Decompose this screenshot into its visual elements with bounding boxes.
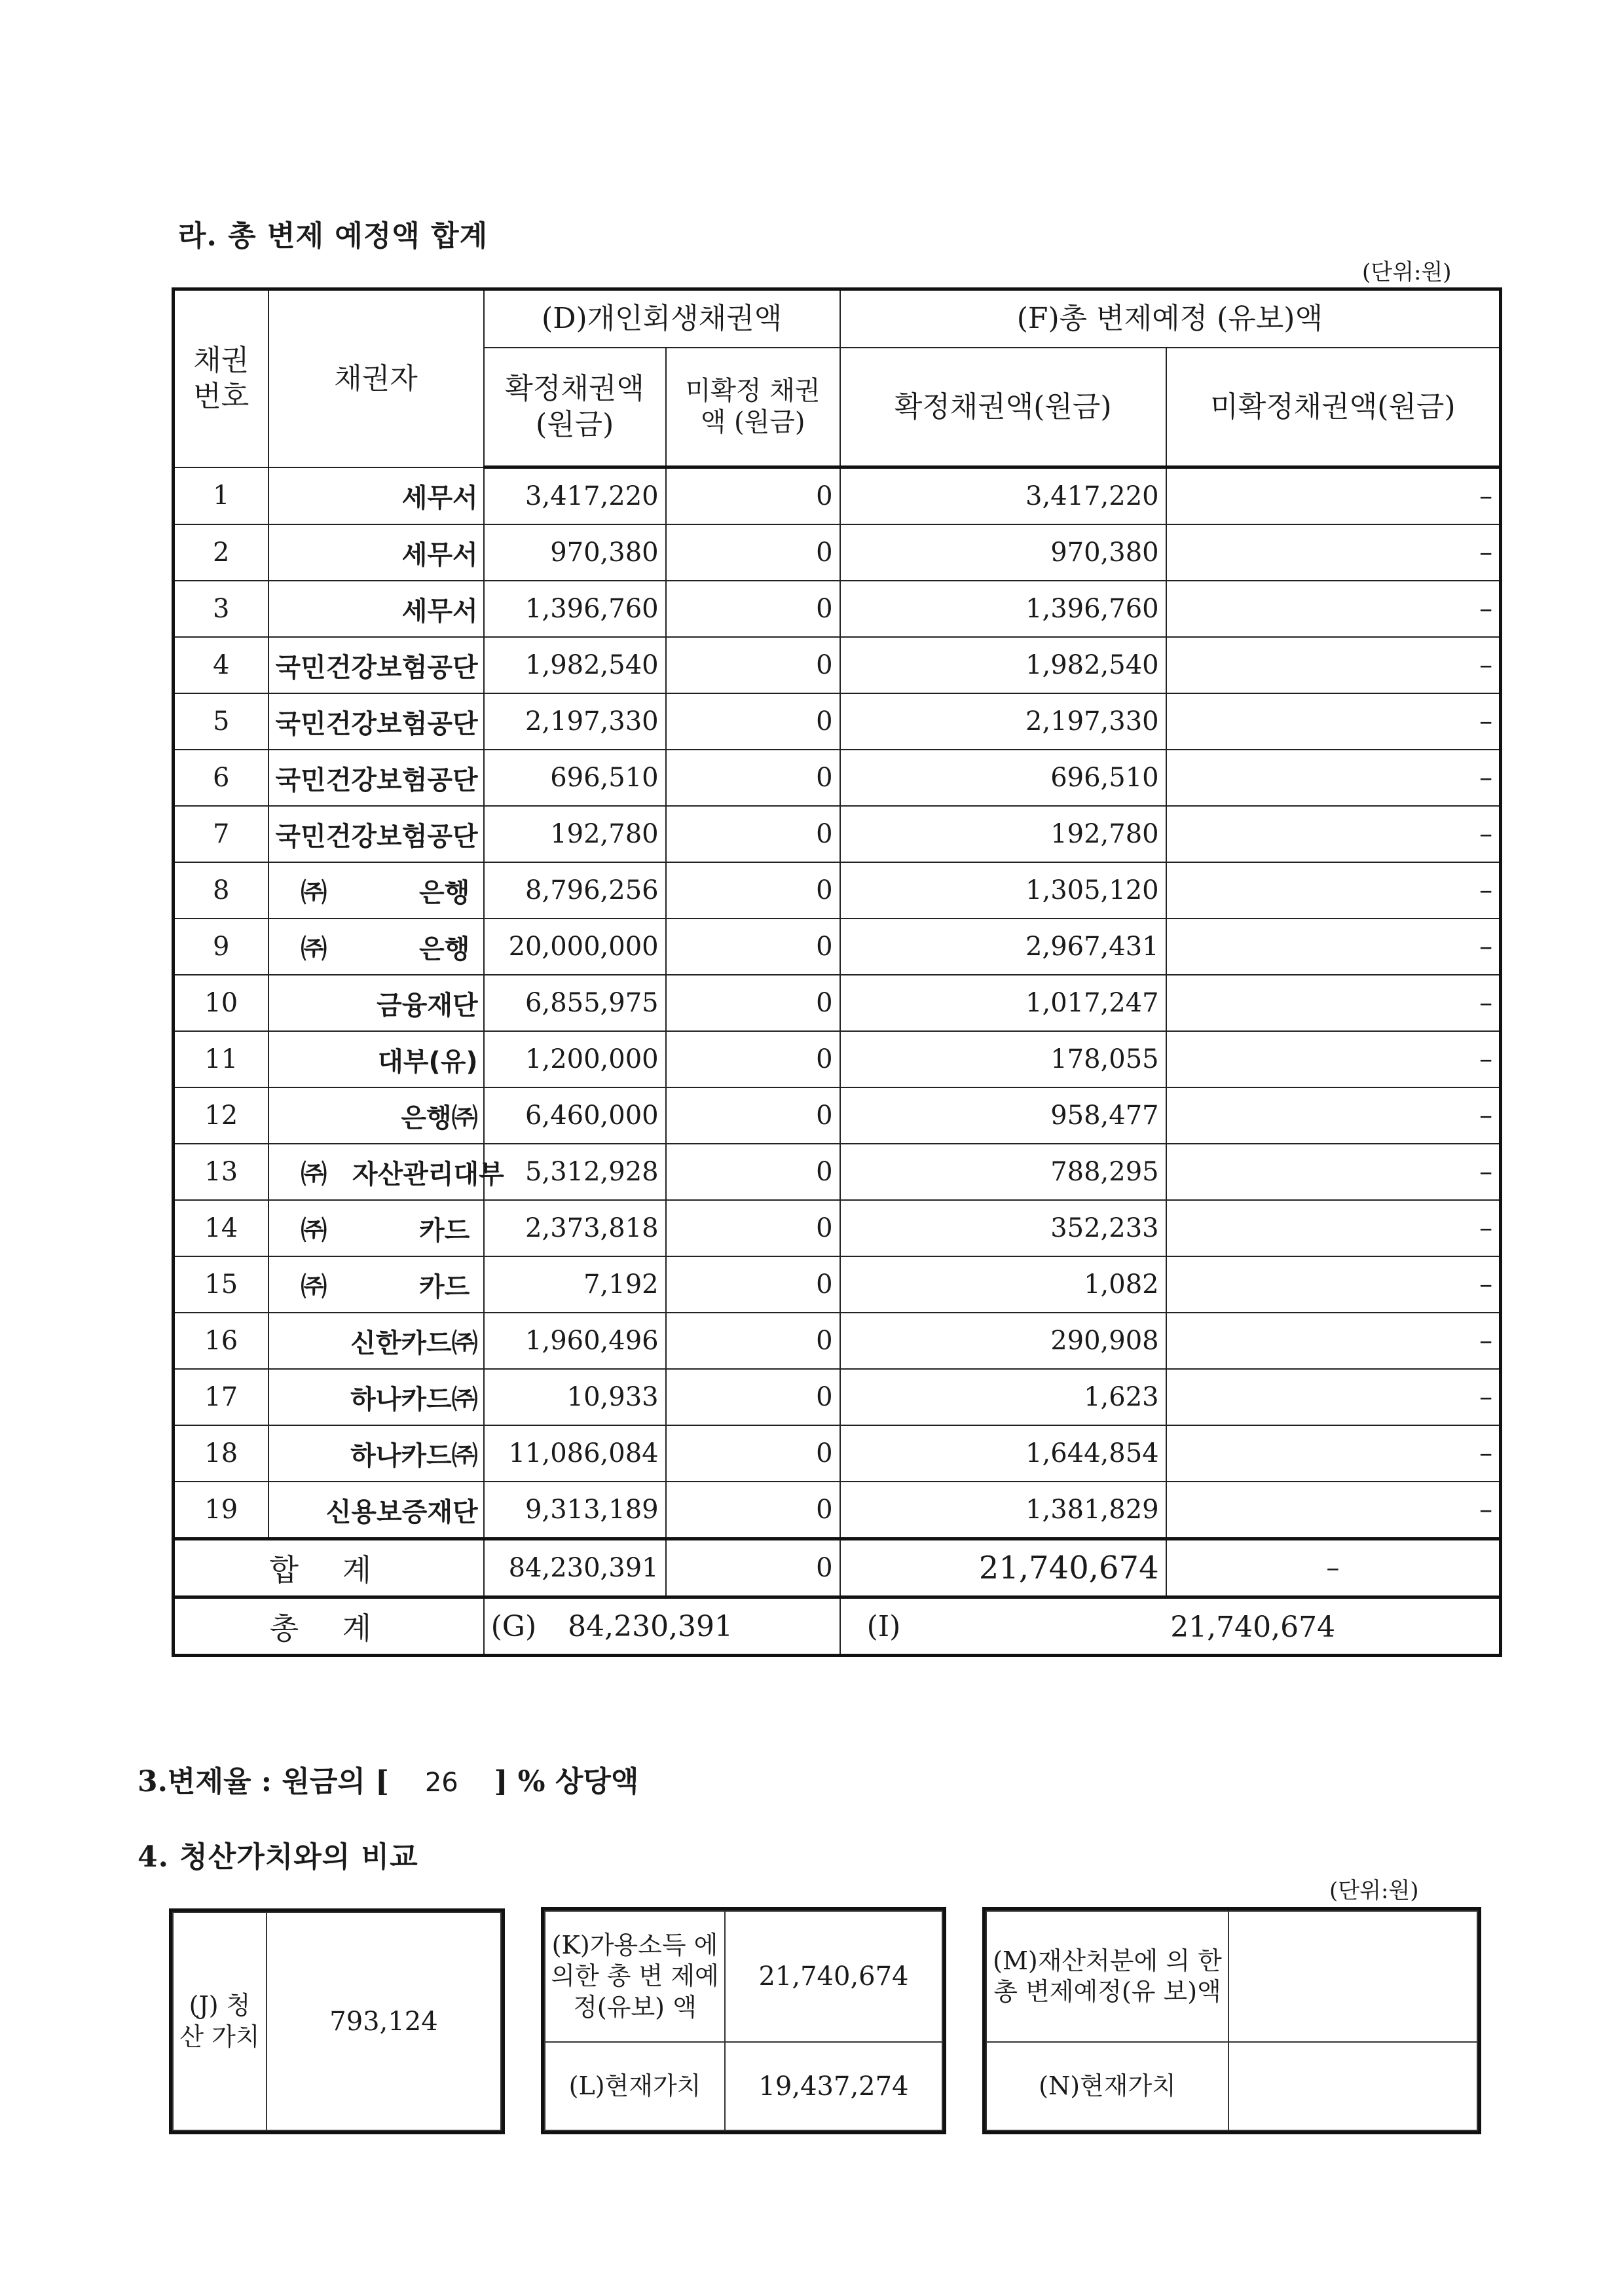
subtotal-d-confirmed: 84,230,391 [484, 1539, 666, 1597]
f-unconfirmed-cell: – [1166, 1144, 1501, 1200]
creditor-no-cell: 3 [174, 581, 268, 637]
f-confirmed-cell: 178,055 [840, 1031, 1166, 1087]
table-body [174, 289, 1501, 467]
n-value [1228, 2042, 1477, 2130]
liquidation-value-box [169, 1908, 505, 2134]
d-unconfirmed-cell: 0 [666, 1087, 840, 1144]
creditor-no-cell: 7 [174, 806, 268, 862]
d-unconfirmed-cell: 0 [666, 524, 840, 581]
g-tag: (G) [490, 1609, 537, 1643]
f-confirmed-cell: 1,082 [840, 1256, 1166, 1313]
d-confirmed-cell: 2,197,330 [484, 693, 666, 750]
creditor-cell: 세무서 [268, 581, 484, 637]
creditor-name: 카드 [418, 1215, 470, 1246]
rate-prefix: 3.변제율 : 원금의 [ [138, 1765, 389, 1798]
creditor-no-cell: 13 [174, 1144, 268, 1200]
d-confirmed-cell: 7,192 [484, 1256, 666, 1313]
k-value: 21,740,674 [725, 1911, 942, 2042]
f-unconfirmed-cell: – [1166, 862, 1501, 919]
f-confirmed-cell: 2,967,431 [840, 919, 1166, 975]
f-unconfirmed-cell: – [1166, 1256, 1501, 1313]
table-row [174, 1087, 1501, 1144]
f-unconfirmed-cell: – [1166, 467, 1501, 525]
creditor-no-cell: 19 [174, 1482, 268, 1539]
d-confirmed-cell: 2,373,818 [484, 1200, 666, 1256]
d-unconfirmed-cell: 0 [666, 1144, 840, 1200]
creditor-name: 은행 [418, 877, 470, 908]
m-label: (M)재산처분에 의 한 총 변제예정(유 보)액 [986, 1911, 1228, 2042]
n-label: (N)현재가치 [986, 2042, 1228, 2130]
repayment-table [172, 287, 1502, 1657]
f-confirmed-cell: 1,305,120 [840, 862, 1166, 919]
unit-label: (단위:원) [1362, 259, 1452, 285]
creditor-cell: 은행㈜ [268, 1087, 484, 1144]
d-confirmed-cell: 1,982,540 [484, 637, 666, 693]
f-unconfirmed-cell: – [1166, 524, 1501, 581]
f-unconfirmed-cell: – [1166, 1425, 1501, 1482]
comparison-title: 4. 청산가치와의 비교 [138, 1840, 418, 1874]
table-row [174, 524, 1501, 581]
f-confirmed-cell: 1,644,854 [840, 1425, 1166, 1482]
table-row [174, 919, 1501, 975]
j-label: (J) 청산 가치 [173, 1912, 267, 2130]
f-unconfirmed-cell: – [1166, 975, 1501, 1031]
header-f-confirmed: 확정채권액(원금) [840, 348, 1166, 467]
f-unconfirmed-cell: – [1166, 806, 1501, 862]
property-disposal-box [982, 1907, 1481, 2134]
d-confirmed-cell: 10,933 [484, 1369, 666, 1425]
table-row [174, 1144, 1501, 1200]
d-unconfirmed-cell: 0 [666, 1369, 840, 1425]
i-value: 21,740,674 [1170, 1611, 1336, 1644]
f-confirmed-cell: 958,477 [840, 1087, 1166, 1144]
table-rows [174, 467, 1501, 1539]
d-confirmed-cell: 11,086,084 [484, 1425, 666, 1482]
table-row [174, 1425, 1501, 1482]
table-row [174, 750, 1501, 806]
header-creditor-no: 채권 번호 [174, 289, 268, 467]
creditor-prefix: ㈜ [301, 934, 327, 964]
creditor-no-cell: 8 [174, 862, 268, 919]
rate-suffix: ] % 상당액 [494, 1765, 639, 1798]
f-confirmed-cell: 1,982,540 [840, 637, 1166, 693]
creditor-prefix: ㈜ [301, 1215, 327, 1246]
table-row [174, 1200, 1501, 1256]
table-row [174, 1482, 1501, 1539]
creditor-cell: 하나카드㈜ [268, 1369, 484, 1425]
table-row [174, 975, 1501, 1031]
creditor-no-cell: 15 [174, 1256, 268, 1313]
l-label: (L)현재가치 [545, 2042, 725, 2130]
creditor-cell: 국민건강보험공단 [268, 693, 484, 750]
creditor-cell [268, 919, 484, 975]
creditor-no-cell: 18 [174, 1425, 268, 1482]
f-unconfirmed-cell: – [1166, 637, 1501, 693]
d-confirmed-cell: 192,780 [484, 806, 666, 862]
creditor-no-cell: 17 [174, 1369, 268, 1425]
k-label: (K)가용소득 에 의한 총 변 제예정(유보) 액 [545, 1911, 725, 2042]
d-unconfirmed-cell: 0 [666, 919, 840, 975]
table-row [174, 581, 1501, 637]
subtotal-d-unconfirmed: 0 [666, 1539, 840, 1597]
f-confirmed-cell: 352,233 [840, 1200, 1166, 1256]
header-f-unconfirmed: 미확정채권액(원금) [1166, 348, 1501, 467]
d-confirmed-cell: 1,396,760 [484, 581, 666, 637]
d-unconfirmed-cell: 0 [666, 1313, 840, 1369]
f-unconfirmed-cell: – [1166, 919, 1501, 975]
rate-value: 26 [424, 1768, 458, 1798]
table-row [174, 693, 1501, 750]
creditor-prefix: ㈜ [301, 1271, 327, 1302]
header-group-d: (D)개인회생채권액 [484, 289, 840, 348]
table-row [174, 467, 1501, 525]
d-unconfirmed-cell: 0 [666, 1256, 840, 1313]
creditor-name: 카드 [418, 1271, 470, 1302]
creditor-no-cell: 5 [174, 693, 268, 750]
d-confirmed-cell: 1,200,000 [484, 1031, 666, 1087]
creditor-no-cell: 10 [174, 975, 268, 1031]
subtotal-f-unconfirmed: – [1166, 1539, 1501, 1597]
creditor-cell: 신용보증재단 [268, 1482, 484, 1539]
creditor-cell: 국민건강보험공단 [268, 806, 484, 862]
creditor-cell: 신한카드㈜ [268, 1313, 484, 1369]
available-income-box [541, 1907, 946, 2134]
creditor-cell: 하나카드㈜ [268, 1425, 484, 1482]
d-confirmed-cell: 6,855,975 [484, 975, 666, 1031]
repayment-rate-line [138, 1758, 638, 1800]
d-unconfirmed-cell: 0 [666, 637, 840, 693]
creditor-no-cell: 6 [174, 750, 268, 806]
f-unconfirmed-cell: – [1166, 1200, 1501, 1256]
g-value: 84,230,391 [568, 1609, 733, 1643]
comparison-unit-label: (단위:원) [1329, 1878, 1419, 1904]
section-title: 라. 총 변제 예정액 합계 [178, 219, 489, 253]
f-confirmed-cell: 696,510 [840, 750, 1166, 806]
f-confirmed-cell: 1,017,247 [840, 975, 1166, 1031]
creditor-no-cell: 16 [174, 1313, 268, 1369]
d-unconfirmed-cell: 0 [666, 975, 840, 1031]
j-value: 793,124 [267, 1912, 501, 2130]
d-confirmed-cell: 20,000,000 [484, 919, 666, 975]
m-value [1228, 1911, 1477, 2042]
d-confirmed-cell: 9,313,189 [484, 1482, 666, 1539]
creditor-prefix: ㈜ [301, 877, 327, 908]
creditor-no-cell: 14 [174, 1200, 268, 1256]
creditor-cell [268, 1144, 504, 1200]
table-row [174, 1369, 1501, 1425]
d-unconfirmed-cell: 0 [666, 1425, 840, 1482]
d-unconfirmed-cell: 0 [666, 1031, 840, 1087]
creditor-cell: 세무서 [268, 524, 484, 581]
d-confirmed-cell: 6,460,000 [484, 1087, 666, 1144]
d-unconfirmed-cell: 0 [666, 806, 840, 862]
d-unconfirmed-cell: 0 [666, 693, 840, 750]
f-unconfirmed-cell: – [1166, 750, 1501, 806]
creditor-prefix: ㈜ [301, 1159, 327, 1190]
l-value: 19,437,274 [725, 2042, 942, 2130]
creditor-no-cell: 9 [174, 919, 268, 975]
grand-total-label: 총 계 [174, 1597, 484, 1656]
d-confirmed-cell: 5,312,928 [484, 1144, 666, 1200]
subtotal-label: 합 계 [174, 1539, 484, 1597]
creditor-cell: 금융재단 [268, 975, 484, 1031]
f-confirmed-cell: 1,396,760 [840, 581, 1166, 637]
f-confirmed-cell: 290,908 [840, 1313, 1166, 1369]
table-row [174, 806, 1501, 862]
creditor-cell: 국민건강보험공단 [268, 750, 484, 806]
creditor-cell: 세무서 [268, 467, 484, 525]
d-confirmed-cell: 970,380 [484, 524, 666, 581]
f-unconfirmed-cell: – [1166, 1482, 1501, 1539]
d-unconfirmed-cell: 0 [666, 750, 840, 806]
creditor-name: 은행 [418, 934, 470, 964]
d-unconfirmed-cell: 0 [666, 581, 840, 637]
d-unconfirmed-cell: 0 [666, 862, 840, 919]
creditor-no-cell: 4 [174, 637, 268, 693]
f-confirmed-cell: 970,380 [840, 524, 1166, 581]
table-row [174, 637, 1501, 693]
i-tag: (I) [866, 1609, 901, 1643]
table-row [174, 1313, 1501, 1369]
creditor-cell [268, 1200, 484, 1256]
grand-total-row [174, 1597, 1501, 1656]
header-d-unconfirmed: 미확정 채권액 (원금) [666, 348, 840, 467]
header-d-confirmed: 확정채권액 (원금) [484, 348, 666, 467]
f-unconfirmed-cell: – [1166, 693, 1501, 750]
table-row [174, 1031, 1501, 1087]
f-unconfirmed-cell: – [1166, 1087, 1501, 1144]
d-confirmed-cell: 8,796,256 [484, 862, 666, 919]
d-unconfirmed-cell: 0 [666, 1200, 840, 1256]
d-confirmed-cell: 1,960,496 [484, 1313, 666, 1369]
f-confirmed-cell: 2,197,330 [840, 693, 1166, 750]
d-unconfirmed-cell: 0 [666, 467, 840, 525]
table-row [174, 862, 1501, 919]
creditor-name: 자산관리대부 [352, 1159, 504, 1190]
f-confirmed-cell: 192,780 [840, 806, 1166, 862]
table-row [174, 1256, 1501, 1313]
creditor-no-cell: 12 [174, 1087, 268, 1144]
subtotal-f-confirmed: 21,740,674 [840, 1539, 1166, 1597]
d-unconfirmed-cell: 0 [666, 1482, 840, 1539]
f-confirmed-cell: 1,623 [840, 1369, 1166, 1425]
d-confirmed-cell: 3,417,220 [484, 467, 666, 525]
creditor-cell [268, 862, 484, 919]
f-unconfirmed-cell: – [1166, 1313, 1501, 1369]
subtotal-row [174, 1539, 1501, 1597]
creditor-no-cell: 11 [174, 1031, 268, 1087]
creditor-cell [268, 1256, 484, 1313]
creditor-cell: 국민건강보험공단 [268, 637, 484, 693]
grand-total-g [484, 1597, 840, 1656]
header-creditor: 채권자 [268, 289, 484, 467]
f-unconfirmed-cell: – [1166, 1369, 1501, 1425]
f-confirmed-cell: 1,381,829 [840, 1482, 1166, 1539]
f-confirmed-cell: 788,295 [840, 1144, 1166, 1200]
f-unconfirmed-cell: – [1166, 1031, 1501, 1087]
creditor-cell: 대부(유) [268, 1031, 484, 1087]
f-confirmed-cell: 3,417,220 [840, 467, 1166, 525]
creditor-no-cell: 1 [174, 467, 268, 525]
f-unconfirmed-cell: – [1166, 581, 1501, 637]
header-group-f: (F)총 변제예정 (유보)액 [840, 289, 1501, 348]
d-confirmed-cell: 696,510 [484, 750, 666, 806]
creditor-no-cell: 2 [174, 524, 268, 581]
grand-total-i [840, 1597, 1501, 1656]
